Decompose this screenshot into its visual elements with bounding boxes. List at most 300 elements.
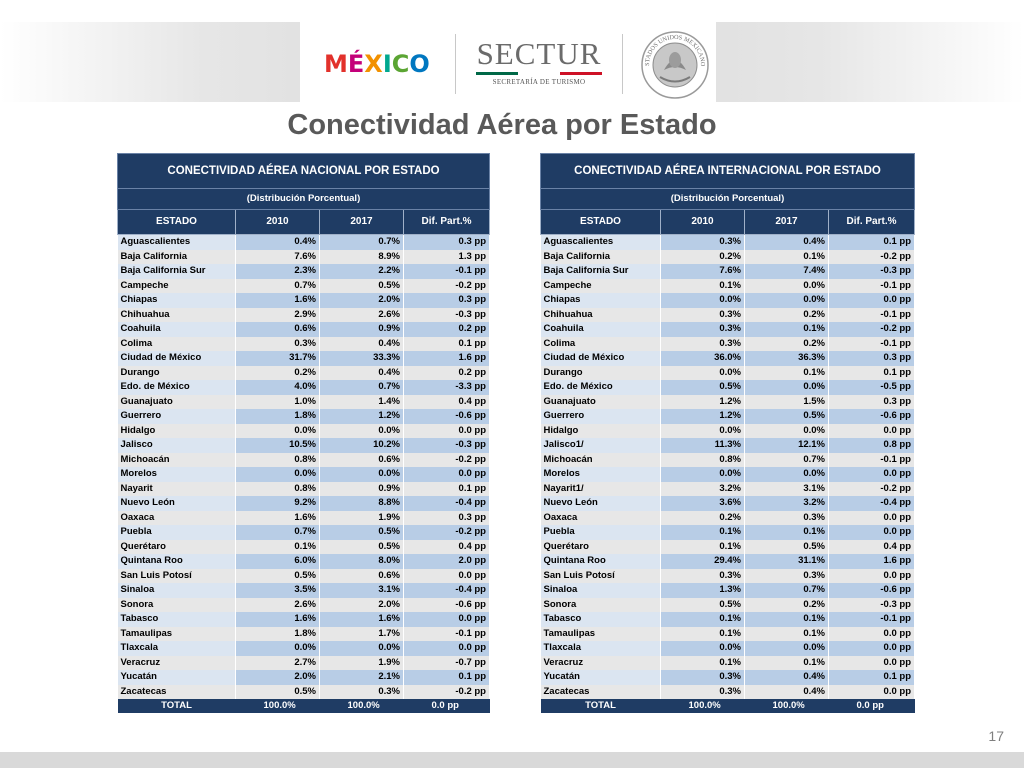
value-cell: 8.8% [320,496,404,511]
state-cell: Nuevo León [118,496,236,511]
sectur-bar-green [476,72,518,75]
value-cell: 0.1% [661,540,745,555]
value-cell: 0.0% [745,467,829,482]
value-cell: 0.3% [320,685,404,700]
value-cell: 1.0% [236,395,320,410]
mexico-logo-letter: O [409,50,430,78]
value-cell: 1.2% [320,409,404,424]
value-cell: 0.0 pp [404,467,490,482]
state-cell: Veracruz [541,656,661,671]
sectur-logo [472,38,606,86]
value-cell: 0.2% [661,250,745,265]
value-cell: 0.6% [236,322,320,337]
total-cell: 100.0% [236,699,320,713]
table-row [541,453,915,468]
value-cell: 0.2% [745,308,829,323]
value-cell: 2.0% [320,293,404,308]
state-cell: Nayarit [118,482,236,497]
value-cell: 0.0 pp [404,569,490,584]
value-cell: -0.1 pp [829,453,915,468]
state-cell: Sonora [541,598,661,613]
value-cell: 10.5% [236,438,320,453]
value-cell: 0.4% [320,337,404,352]
mexico-logo [324,50,430,78]
value-cell: 0.1 pp [404,482,490,497]
mexico-logo-letter: É [347,50,365,78]
value-cell: 7.4% [745,264,829,279]
value-cell: 0.0% [320,467,404,482]
table-row [118,656,490,671]
state-cell: San Luis Potosí [118,569,236,584]
column-header: Dif. Part.% [404,210,490,235]
table-row [118,322,490,337]
state-cell: Baja California [118,250,236,265]
value-cell: 0.0% [745,279,829,294]
table-row [541,380,915,395]
value-cell: 0.3% [236,337,320,352]
total-row [541,699,915,713]
total-cell: 100.0% [320,699,404,713]
value-cell: -0.1 pp [404,264,490,279]
sectur-color-bar [476,72,602,75]
value-cell: 2.0 pp [404,554,490,569]
column-header: 2017 [320,210,404,235]
state-cell: Aguascalientes [118,235,236,250]
value-cell: 0.5% [236,685,320,700]
mexico-logo-letter: M [324,50,348,78]
national-connectivity-table [117,153,490,713]
table-row [118,308,490,323]
value-cell: 0.7% [236,525,320,540]
value-cell: 0.2% [236,366,320,381]
value-cell: 0.7% [745,583,829,598]
state-cell: Ciudad de México [118,351,236,366]
table-row [541,525,915,540]
state-cell: Tlaxcala [118,641,236,656]
value-cell: 1.5% [745,395,829,410]
value-cell: -0.2 pp [829,250,915,265]
mexico-logo-letter: C [391,50,410,78]
value-cell: 0.0% [236,641,320,656]
state-cell: Chihuahua [118,308,236,323]
table-row [541,395,915,410]
table-row [541,337,915,352]
value-cell: 0.8% [661,453,745,468]
table-row [541,496,915,511]
table-row [118,482,490,497]
value-cell: 0.4% [320,366,404,381]
table-row [541,279,915,294]
total-cell: 100.0% [745,699,829,713]
value-cell: 2.6% [236,598,320,613]
table-title: CONECTIVIDAD AÉREA NACIONAL POR ESTADO [118,154,490,189]
value-cell: 0.0% [661,467,745,482]
page-title: Conectividad Aérea por Estado [287,109,717,141]
value-cell: 0.0 pp [829,424,915,439]
value-cell: 0.3% [661,337,745,352]
value-cell: 1.3 pp [404,250,490,265]
value-cell: 0.3% [661,685,745,700]
table-row [118,438,490,453]
table-row [541,366,915,381]
value-cell: 3.1% [320,583,404,598]
state-cell: San Luis Potosí [541,569,661,584]
value-cell: -0.4 pp [404,496,490,511]
table-subtitle: (Distribución Porcentual) [118,189,490,210]
value-cell: 0.2% [661,511,745,526]
value-cell: -0.1 pp [829,279,915,294]
total-label: TOTAL [541,699,661,713]
value-cell: 0.5% [661,380,745,395]
state-cell: Guanajuato [541,395,661,410]
value-cell: 8.9% [320,250,404,265]
value-cell: 0.7% [320,235,404,250]
value-cell: 1.6% [236,612,320,627]
state-cell: Jalisco [118,438,236,453]
table-row [541,656,915,671]
state-cell: Yucatán [541,670,661,685]
value-cell: 1.6 pp [404,351,490,366]
value-cell: 0.5% [320,540,404,555]
value-cell: 0.0% [661,366,745,381]
value-cell: 0.9% [320,322,404,337]
value-cell: 0.1 pp [829,366,915,381]
value-cell: -0.2 pp [829,322,915,337]
state-cell: Chiapas [541,293,661,308]
table-row [541,264,915,279]
value-cell: 1.8% [236,627,320,642]
value-cell: 0.0 pp [829,569,915,584]
table-row [541,308,915,323]
state-cell: Guerrero [118,409,236,424]
value-cell: 0.0% [236,424,320,439]
state-cell: Chihuahua [541,308,661,323]
value-cell: 36.3% [745,351,829,366]
table-row [118,409,490,424]
value-cell: -0.5 pp [829,380,915,395]
value-cell: 3.2% [661,482,745,497]
value-cell: 0.5% [745,409,829,424]
state-cell: Tamaulipas [118,627,236,642]
logo-divider [622,34,623,94]
value-cell: 0.0% [320,641,404,656]
value-cell: -0.3 pp [829,598,915,613]
table-row [118,467,490,482]
state-cell: Querétaro [118,540,236,555]
value-cell: 0.0% [661,293,745,308]
table-row [541,685,915,700]
state-cell: Jalisco1/ [541,438,661,453]
state-cell: Baja California [541,250,661,265]
value-cell: 0.7% [320,380,404,395]
state-cell: Oaxaca [118,511,236,526]
state-cell: Tamaulipas [541,627,661,642]
value-cell: 0.1% [661,525,745,540]
table-row [118,337,490,352]
state-cell: Morelos [541,467,661,482]
value-cell: 9.2% [236,496,320,511]
value-cell: 0.4% [745,670,829,685]
value-cell: 0.3 pp [404,293,490,308]
value-cell: 2.3% [236,264,320,279]
value-cell: 0.0 pp [829,627,915,642]
column-header: 2010 [236,210,320,235]
value-cell: 0.1 pp [829,235,915,250]
state-cell: Durango [541,366,661,381]
value-cell: 2.6% [320,308,404,323]
table-row [118,569,490,584]
value-cell: 0.3% [661,569,745,584]
table-row [541,438,915,453]
state-cell: Baja California Sur [118,264,236,279]
value-cell: 0.1 pp [404,337,490,352]
value-cell: 0.3 pp [404,235,490,250]
value-cell: -0.2 pp [404,525,490,540]
table-row [541,250,915,265]
value-cell: -0.2 pp [404,279,490,294]
value-cell: 0.0 pp [404,612,490,627]
seal-text: STADOS UNIDOS MEXICANO [643,33,707,67]
value-cell: 0.3% [661,322,745,337]
state-cell: Durango [118,366,236,381]
state-cell: Sinaloa [118,583,236,598]
value-cell: 1.9% [320,656,404,671]
table-row [118,366,490,381]
value-cell: -0.7 pp [404,656,490,671]
state-cell: Colima [118,337,236,352]
value-cell: -3.3 pp [404,380,490,395]
value-cell: 0.0 pp [404,424,490,439]
value-cell: 1.3% [661,583,745,598]
table-row [118,583,490,598]
value-cell: 0.8% [236,453,320,468]
value-cell: 0.3% [661,308,745,323]
table-row [118,250,490,265]
value-cell: 0.5% [320,525,404,540]
total-cell: 0.0 pp [829,699,915,713]
state-cell: Baja California Sur [541,264,661,279]
table-row [541,554,915,569]
value-cell: 3.2% [745,496,829,511]
value-cell: 0.1% [745,656,829,671]
value-cell: 0.0 pp [829,467,915,482]
state-cell: Ciudad de México [541,351,661,366]
value-cell: -0.6 pp [404,409,490,424]
table-subtitle: (Distribución Porcentual) [541,189,915,210]
state-cell: Oaxaca [541,511,661,526]
table-row [118,670,490,685]
mexico-logo-letter: I [382,50,392,78]
state-cell: Chiapas [118,293,236,308]
table-row [118,380,490,395]
value-cell: 0.0% [745,424,829,439]
state-cell: Sonora [118,598,236,613]
table-row [118,525,490,540]
value-cell: -0.1 pp [829,612,915,627]
value-cell: 2.2% [320,264,404,279]
value-cell: 0.3% [745,569,829,584]
table-row [118,424,490,439]
value-cell: -0.3 pp [404,438,490,453]
state-cell: Aguascalientes [541,235,661,250]
value-cell: 0.0 pp [829,641,915,656]
value-cell: 0.8% [236,482,320,497]
value-cell: 2.9% [236,308,320,323]
value-cell: 3.6% [661,496,745,511]
column-header: 2017 [745,210,829,235]
value-cell: 0.4 pp [404,540,490,555]
state-cell: Yucatán [118,670,236,685]
value-cell: 1.6% [236,293,320,308]
value-cell: 0.0 pp [829,685,915,700]
value-cell: 1.7% [320,627,404,642]
value-cell: -0.1 pp [404,627,490,642]
value-cell: -0.3 pp [829,264,915,279]
value-cell: -0.2 pp [404,685,490,700]
value-cell: 1.6% [236,511,320,526]
state-cell: Campeche [118,279,236,294]
value-cell: 7.6% [236,250,320,265]
value-cell: 0.7% [236,279,320,294]
state-cell: Nuevo León [541,496,661,511]
table-row [118,293,490,308]
table-row [541,540,915,555]
value-cell: 2.0% [236,670,320,685]
table-row [118,496,490,511]
table-row [118,395,490,410]
value-cell: 0.2% [745,598,829,613]
value-cell: 0.5% [236,569,320,584]
value-cell: 2.7% [236,656,320,671]
value-cell: 0.1% [745,366,829,381]
value-cell: -0.4 pp [829,496,915,511]
state-cell: Michoacán [118,453,236,468]
value-cell: 0.1% [745,322,829,337]
value-cell: 10.2% [320,438,404,453]
value-cell: 0.7% [745,453,829,468]
table-row [118,685,490,700]
value-cell: 0.4% [745,685,829,700]
value-cell: 0.1% [661,612,745,627]
logo-divider [455,34,456,94]
value-cell: 12.1% [745,438,829,453]
state-cell: Hidalgo [118,424,236,439]
value-cell: 0.1% [661,627,745,642]
table-row [541,598,915,613]
value-cell: 0.4% [745,235,829,250]
value-cell: 31.1% [745,554,829,569]
table-title: CONECTIVIDAD AÉREA INTERNACIONAL POR ESTADO [541,154,915,189]
value-cell: 11.3% [661,438,745,453]
table-row [541,511,915,526]
value-cell: -0.6 pp [829,583,915,598]
value-cell: 36.0% [661,351,745,366]
mexico-logo-letter: X [364,50,383,78]
value-cell: 2.0% [320,598,404,613]
column-header: 2010 [661,210,745,235]
value-cell: 0.4 pp [404,395,490,410]
value-cell: 0.8 pp [829,438,915,453]
value-cell: 1.8% [236,409,320,424]
value-cell: 0.2 pp [404,322,490,337]
value-cell: 1.9% [320,511,404,526]
value-cell: 1.2% [661,395,745,410]
value-cell: 0.0% [745,641,829,656]
table-row [541,670,915,685]
table-row [118,641,490,656]
state-cell: Coahuila [541,322,661,337]
value-cell: 0.0% [661,641,745,656]
state-cell: Tabasco [541,612,661,627]
value-cell: 0.4 pp [829,540,915,555]
value-cell: 0.5% [320,279,404,294]
value-cell: 31.7% [236,351,320,366]
table-row [541,424,915,439]
column-header: ESTADO [118,210,236,235]
state-cell: Puebla [541,525,661,540]
value-cell: -0.2 pp [829,482,915,497]
value-cell: 0.0% [661,424,745,439]
table-row [541,351,915,366]
state-cell: Tabasco [118,612,236,627]
value-cell: 0.3% [661,235,745,250]
value-cell: 0.3% [661,670,745,685]
table-row [541,612,915,627]
value-cell: 0.0 pp [829,293,915,308]
value-cell: 0.1 pp [404,670,490,685]
value-cell: 3.5% [236,583,320,598]
value-cell: 0.3 pp [829,351,915,366]
international-connectivity-table [540,153,915,713]
table-row [541,467,915,482]
table-row [118,511,490,526]
state-cell: Quintana Roo [541,554,661,569]
table-row [118,612,490,627]
sectur-title: SECTUR [476,36,602,71]
table-row [118,627,490,642]
table-row [541,583,915,598]
total-label: TOTAL [118,699,236,713]
state-cell: Nayarit1/ [541,482,661,497]
state-cell: Campeche [541,279,661,294]
state-cell: Edo. de México [541,380,661,395]
value-cell: 29.4% [661,554,745,569]
table-row [541,627,915,642]
value-cell: 1.2% [661,409,745,424]
table-row [118,540,490,555]
value-cell: -0.2 pp [404,453,490,468]
table-row [541,409,915,424]
value-cell: 0.3 pp [404,511,490,526]
value-cell: -0.6 pp [404,598,490,613]
table-row [118,235,490,250]
mexico-seal-icon [640,30,710,105]
value-cell: 0.4% [236,235,320,250]
value-cell: 0.1% [745,250,829,265]
value-cell: 0.0 pp [404,641,490,656]
value-cell: -0.3 pp [404,308,490,323]
sectur-bar-red [560,72,602,75]
table-row [118,453,490,468]
table-row [118,554,490,569]
state-cell: Morelos [118,467,236,482]
value-cell: -0.1 pp [829,308,915,323]
state-cell: Coahuila [118,322,236,337]
value-cell: 8.0% [320,554,404,569]
table-row [118,264,490,279]
column-header: Dif. Part.% [829,210,915,235]
value-cell: 0.3% [745,511,829,526]
